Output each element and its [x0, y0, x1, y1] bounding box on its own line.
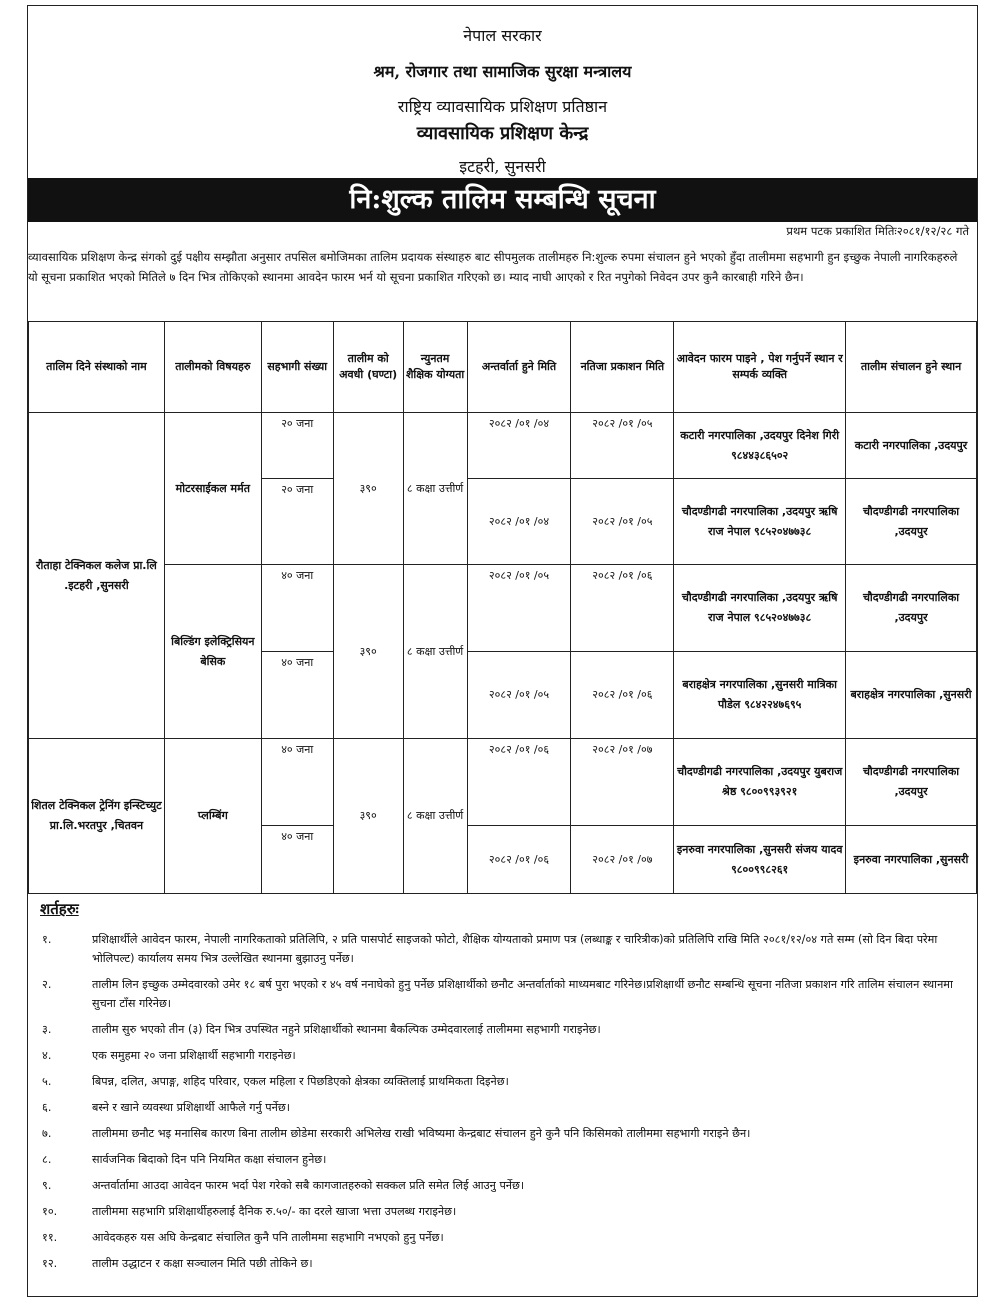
contact-info: इनरुवा नगरपालिका ,सुनसरी संजय यादव ९८००९९८२६१	[674, 826, 846, 894]
notice-page	[27, 5, 978, 1297]
list-item	[28, 1254, 977, 1273]
interview-date: २०८२ /०१ /०५	[467, 565, 571, 652]
result-date: २०८२ /०१ /०५	[571, 479, 674, 565]
contact-info: चौदण्डीगढी नगरपालिका ,उदयपुर ऋषि राज नेपाल ९८५२०४७७३८	[674, 479, 846, 565]
header-institute: राष्ट्रिय व्यावसायिक प्रशिक्षण प्रतिष्ठान	[397, 97, 608, 116]
result-date: २०८२ /०१ /०७	[571, 739, 674, 826]
contact-info: चौदण्डीगढी नगरपालिका ,उदयपुर युबराज श्रेष्ठ ९८००९९३९२१	[674, 739, 846, 826]
term-text: तालीम लिन इच्छुक उम्मेदवारको उमेर १८ बर्ष पुरा भएको र ४५ वर्ष ननाघेको हुनु पर्नेछ प्रशिक्षार्थीको छनौट अन्तर्वार्ताको माध्यमबाट गरिनेछ।प्रशिक्षार्थी छनौट सम्बन्धि सूचना नतिजा प्रकाशन गरि तालिम संचालन स्थानमा सुचना टाँस गरिनेछ।	[92, 978, 953, 1010]
table-row	[29, 739, 977, 826]
list-item	[28, 1124, 977, 1143]
result-date: २०८२ /०१ /०७	[571, 826, 674, 894]
table-row	[29, 565, 977, 652]
participant-count: ४० जना	[261, 565, 333, 652]
training-location: कटारी नगरपालिका ,उदयपुर	[846, 413, 977, 479]
interview-date: २०८२ /०१ /०६	[467, 826, 571, 894]
subject-name: बिल्डिंग इलेक्ट्रिसियन बेसिक	[164, 565, 261, 739]
header-ministry: श्रम, रोजगार तथा सामाजिक सुरक्षा मन्त्रालय	[373, 62, 632, 81]
col-contact: आवेदन फारम पाइने , पेश गर्नुपर्ने स्थान र सम्पर्क व्यक्ति	[674, 322, 846, 413]
term-text: तालीममा सहभागि प्रशिक्षार्थीहरुलाई दैनिक रु.५०/- का दरले खाजा भत्ता उपलब्ध गराइनेछ।	[92, 1205, 457, 1218]
table-row	[29, 413, 977, 479]
col-participants: सहभागी संख्या	[261, 322, 333, 413]
participant-count: २० जना	[261, 413, 333, 479]
org-name: रौताहा टेक्निकल कलेज प्रा.लि .इटहरी ,सुनसरी	[29, 413, 165, 739]
term-number: ८.	[42, 1153, 52, 1166]
interview-date: २०८२ /०१ /०५	[467, 652, 571, 739]
interview-date: २०८२ /०१ /०६	[467, 739, 571, 826]
contact-info: चौदण्डीगढी नगरपालिका ,उदयपुर ऋषि राज नेपाल ९८५२०४७७३८	[674, 565, 846, 652]
duration-hours: ३९०	[333, 413, 403, 565]
min-qualification: ८ कक्षा उत्तीर्ण	[403, 413, 467, 565]
term-number: १.	[42, 933, 52, 946]
training-location: चौदण्डीगढी नगरपालिका ,उदयपुर	[846, 479, 977, 565]
table-header-row	[29, 322, 977, 413]
term-number: ११.	[42, 1231, 58, 1244]
participant-count: ४० जना	[261, 826, 333, 894]
header-location: इटहरी, सुनसरी	[459, 157, 546, 176]
list-item	[28, 1020, 977, 1039]
col-location: तालीम संचालन हुने स्थान	[846, 322, 977, 413]
list-item	[28, 1202, 977, 1221]
term-text: तालीममा छनौट भइ मनासिब कारण बिना तालीम छोडेमा सरकारी अभिलेख राखी भविष्यमा केन्द्रबाट संचालन हुने कुनै पनि किसिमको तालीममा सहभागी गराइने छैन।	[92, 1127, 751, 1140]
list-item	[28, 975, 977, 1013]
header-center: व्यावसायिक प्रशिक्षण केन्द्र	[416, 123, 589, 144]
term-text: एक समुहमा २० जना प्रशिक्षार्थी सहभागी गराइनेछ।	[92, 1049, 296, 1062]
min-qualification: ८ कक्षा उत्तीर्ण	[403, 739, 467, 894]
result-date: २०८२ /०१ /०६	[571, 565, 674, 652]
term-number: ९.	[42, 1179, 52, 1192]
term-text: सार्वजनिक बिदाको दिन पनि नियमित कक्षा संचालन हुनेछ।	[92, 1153, 327, 1166]
duration-hours: ३९०	[333, 739, 403, 894]
training-location: चौदण्डीगढी नगरपालिका ,उदयपुर	[846, 565, 977, 652]
org-name: शितल टेक्निकल ट्रेनिंग इन्स्टिच्युट प्रा.लि.भरतपुर ,चितवन	[29, 739, 165, 894]
list-item	[28, 1228, 977, 1247]
term-number: २.	[42, 978, 52, 991]
col-duration: तालीम को अवधी (घण्टा)	[333, 322, 403, 413]
term-number: ४.	[42, 1049, 52, 1062]
term-number: ५.	[42, 1075, 52, 1088]
training-location: चौदण्डीगढी नगरपालिका ,उदयपुर	[846, 739, 977, 826]
training-location: बराहक्षेत्र नगरपालिका ,सुनसरी	[846, 652, 977, 739]
min-qualification: ८ कक्षा उत्तीर्ण	[403, 565, 467, 739]
intro-paragraph: व्यावसायिक प्रशिक्षण केन्द्र संगको दुई पक्षीय सम्झौता अनुसार तपसिल बमोजिमका तालिम प्रदायक संस्थाहरु बाट सीपमुलक तालीमहरु नि:शुल्क रुपमा संचालन हुने भएको हुँदा तालीममा सहभागी हुन इच्छुक नेपाली नागरिकहरुले यो सूचना प्रकाशित भएको मितिले ७ दिन भित्र तोकिएको स्थानमा आवदेन फारम भर्न यो सूचना प्रकाशित गरिएको छ। म्याद नाघी आएको र रित नपुगेको निवेदन उपर कुनै कारबाही गरिने छैन।	[28, 250, 958, 284]
participant-count: ४० जना	[261, 652, 333, 739]
term-text: तालीम सुरु भएको तीन (३) दिन भित्र उपस्थित नहुने प्रशिक्षार्थीको स्थानमा बैकल्पिक उम्मेदवारलाई तालीममा सहभागी गराइनेछ।	[92, 1023, 601, 1036]
term-number: १२.	[42, 1257, 58, 1270]
participant-count: २० जना	[261, 479, 333, 565]
term-text: अन्तर्वार्तामा आउदा आवेदन फारम भर्दा पेश गरेको सबै कागजातहरुको सक्कल प्रति समेत लिई आउनु पर्नेछ।	[92, 1179, 525, 1192]
term-number: ७.	[42, 1127, 52, 1140]
term-number: १०.	[42, 1205, 58, 1218]
result-date: २०८२ /०१ /०५	[571, 413, 674, 479]
participant-count: ४० जना	[261, 739, 333, 826]
col-result-date: नतिजा प्रकाशन मिति	[571, 322, 674, 413]
term-text: आवेदकहरु यस अघि केन्द्रबाट संचालित कुनै पनि तालीममा सहभागि नभएको हुनु पर्नेछ।	[92, 1231, 444, 1244]
terms-list	[28, 930, 977, 1280]
list-item	[28, 1150, 977, 1169]
subject-name: मोटरसाईकल मर्मत	[164, 413, 261, 565]
notice-title-banner: नि:शुल्क तालिम सम्बन्धि सूचना	[28, 178, 977, 222]
term-text: बिपन्न, दलित, अपाङ्ग, शहिद परिवार, एकल महिला र पिछडिएको क्षेत्रका व्यक्तिलाई प्राथमिकता दिइनेछ।	[92, 1075, 509, 1088]
list-item	[28, 1072, 977, 1091]
contact-info: बराहक्षेत्र नगरपालिका ,सुनसरी मात्रिका पौडेल ९८४२२४७६९५	[674, 652, 846, 739]
col-subject: तालीमको विषयहरु	[164, 322, 261, 413]
header-government: नेपाल सरकार	[463, 26, 542, 45]
published-date: प्रथम पटक प्रकाशित मितिः२०८१/१२/२८ गते	[786, 224, 969, 238]
list-item	[28, 1046, 977, 1065]
training-table	[28, 321, 977, 894]
list-item	[28, 930, 977, 968]
list-item	[28, 1176, 977, 1195]
terms-heading: शर्तहरुः	[40, 900, 79, 918]
list-item	[28, 1098, 977, 1117]
col-interview-date: अन्तर्वार्ता हुने मिति	[467, 322, 571, 413]
term-text: प्रशिक्षार्थीले आवेदन फारम, नेपाली नागरिकताको प्रतिलिपि, २ प्रति पासपोर्ट साइजको फोटो, शैक्षिक योग्यताको प्रमाण पत्र (लब्धाङ्क र चारित्रीक)को प्रतिलिपि राखि मिति २०८१/१२/०४ गते सम्म (सो दिन बिदा परेमा भोलिपल्ट) कार्यालय समय भित्र उल्लेखित स्थानमा बुझाउनु पर्नेछ।	[92, 933, 938, 965]
term-number: ६.	[42, 1101, 52, 1114]
term-text: तालीम उद्धाटन र कक्षा सञ्चालन मिति पछी तोकिने छ।	[92, 1257, 313, 1270]
col-qualification: न्युनतम शैक्षिक योग्यता	[403, 322, 467, 413]
term-text: बस्ने र खाने व्यवस्था प्रशिक्षार्थी आफैले गर्नु पर्नेछ।	[92, 1101, 290, 1114]
col-org: तालिम दिने संस्थाको नाम	[29, 322, 165, 413]
result-date: २०८२ /०१ /०६	[571, 652, 674, 739]
term-number: ३.	[42, 1023, 52, 1036]
duration-hours: ३९०	[333, 565, 403, 739]
interview-date: २०८२ /०१ /०४	[467, 413, 571, 479]
training-location: इनरुवा नगरपालिका ,सुनसरी	[846, 826, 977, 894]
contact-info: कटारी नगरपालिका ,उदयपुर दिनेश गिरी ९८४४३८६५०२	[674, 413, 846, 479]
interview-date: २०८२ /०१ /०४	[467, 479, 571, 565]
subject-name: प्लम्बिंग	[164, 739, 261, 894]
